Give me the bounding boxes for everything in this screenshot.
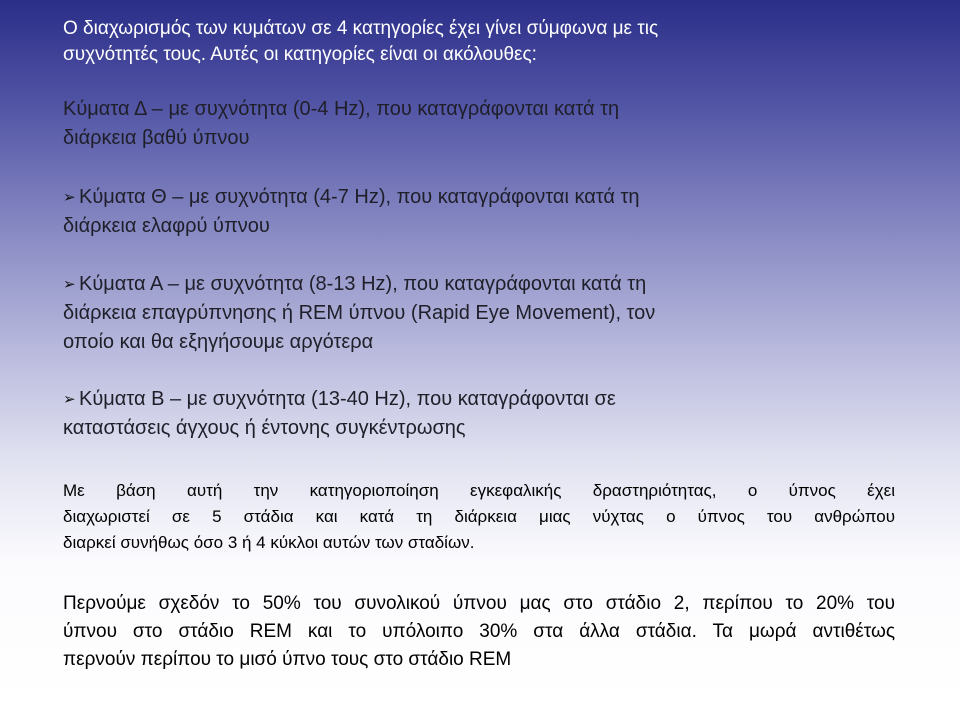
wave-delta-line: διάρκεια βαθύ ύπνου [63,127,250,149]
paragraph-sleep-stages [63,478,895,556]
wave-theta-line1 [63,183,773,212]
arrowhead-bullet-icon: ➢ [63,189,76,206]
arrowhead-bullet-icon: ➢ [63,391,76,408]
wave-beta-text: Κύματα Β – με συχνότητα (13-40 Hz), που καταγράφονται σε [79,388,616,410]
wave-alpha-text: Κύματα Α – με συχνότητα (8-13 Hz), που καταγράφονται κατά τη [79,273,647,295]
intro-line: συχνότητές τους. Αυτές οι κατηγορίες είναι οι ακόλουθες: [63,44,537,65]
wave-theta-item [63,183,773,241]
wave-alpha-item [63,270,773,357]
paragraph-line: ύπνου στο στάδιο REM και το υπόλοιπο 30% στα άλλα στάδια. Τα μωρά αντιθέτως [63,621,895,642]
paragraph-line: περνούν περίπου το μισό ύπνο τους στο στάδιο REM [63,649,512,670]
paragraph-line: διαχωριστεί σε 5 στάδια και κατά τη διάρκεια μιας νύχτας ο ύπνος του ανθρώπου [63,507,895,526]
paragraph-sleep-percentages [63,590,895,674]
wave-beta-line1 [63,385,773,414]
intro-line: Ο διαχωρισμός των κυμάτων σε 4 κατηγορίες έχει γίνει σύμφωνα με τις [63,18,659,39]
paragraph-line: διαρκεί συνήθως όσο 3 ή 4 κύκλοι αυτών των σταδίων. [63,533,475,552]
paragraph-line: Περνούμε σχεδόν το 50% του συνολικού ύπνου μας στο στάδιο 2, περίπου το 20% του [63,593,895,614]
wave-theta-line: διάρκεια ελαφρύ ύπνου [63,215,270,237]
wave-delta-line: Κύματα Δ – με συχνότητα (0-4 Hz), που καταγράφονται κατά τη [63,98,620,120]
wave-alpha-line: οποίο και θα εξηγήσουμε αργότερα [63,331,374,353]
intro-text [63,16,763,68]
wave-delta-item [63,95,773,153]
paragraph-line: Με βάση αυτή την κατηγοριοποίηση εγκεφαλικής δραστηριότητας, ο ύπνος έχει [63,481,895,500]
wave-alpha-line: διάρκεια επαγρύπνησης ή REM ύπνου (Rapid Eye Movement), τον [63,302,656,324]
wave-alpha-line1 [63,270,773,299]
wave-beta-line: καταστάσεις άγχους ή έντονης συγκέντρωσης [63,417,466,439]
arrowhead-bullet-icon: ➢ [63,276,76,293]
wave-beta-item [63,385,773,443]
wave-theta-text: Κύματα Θ – με συχνότητα (4-7 Hz), που καταγράφονται κατά τη [79,186,640,208]
